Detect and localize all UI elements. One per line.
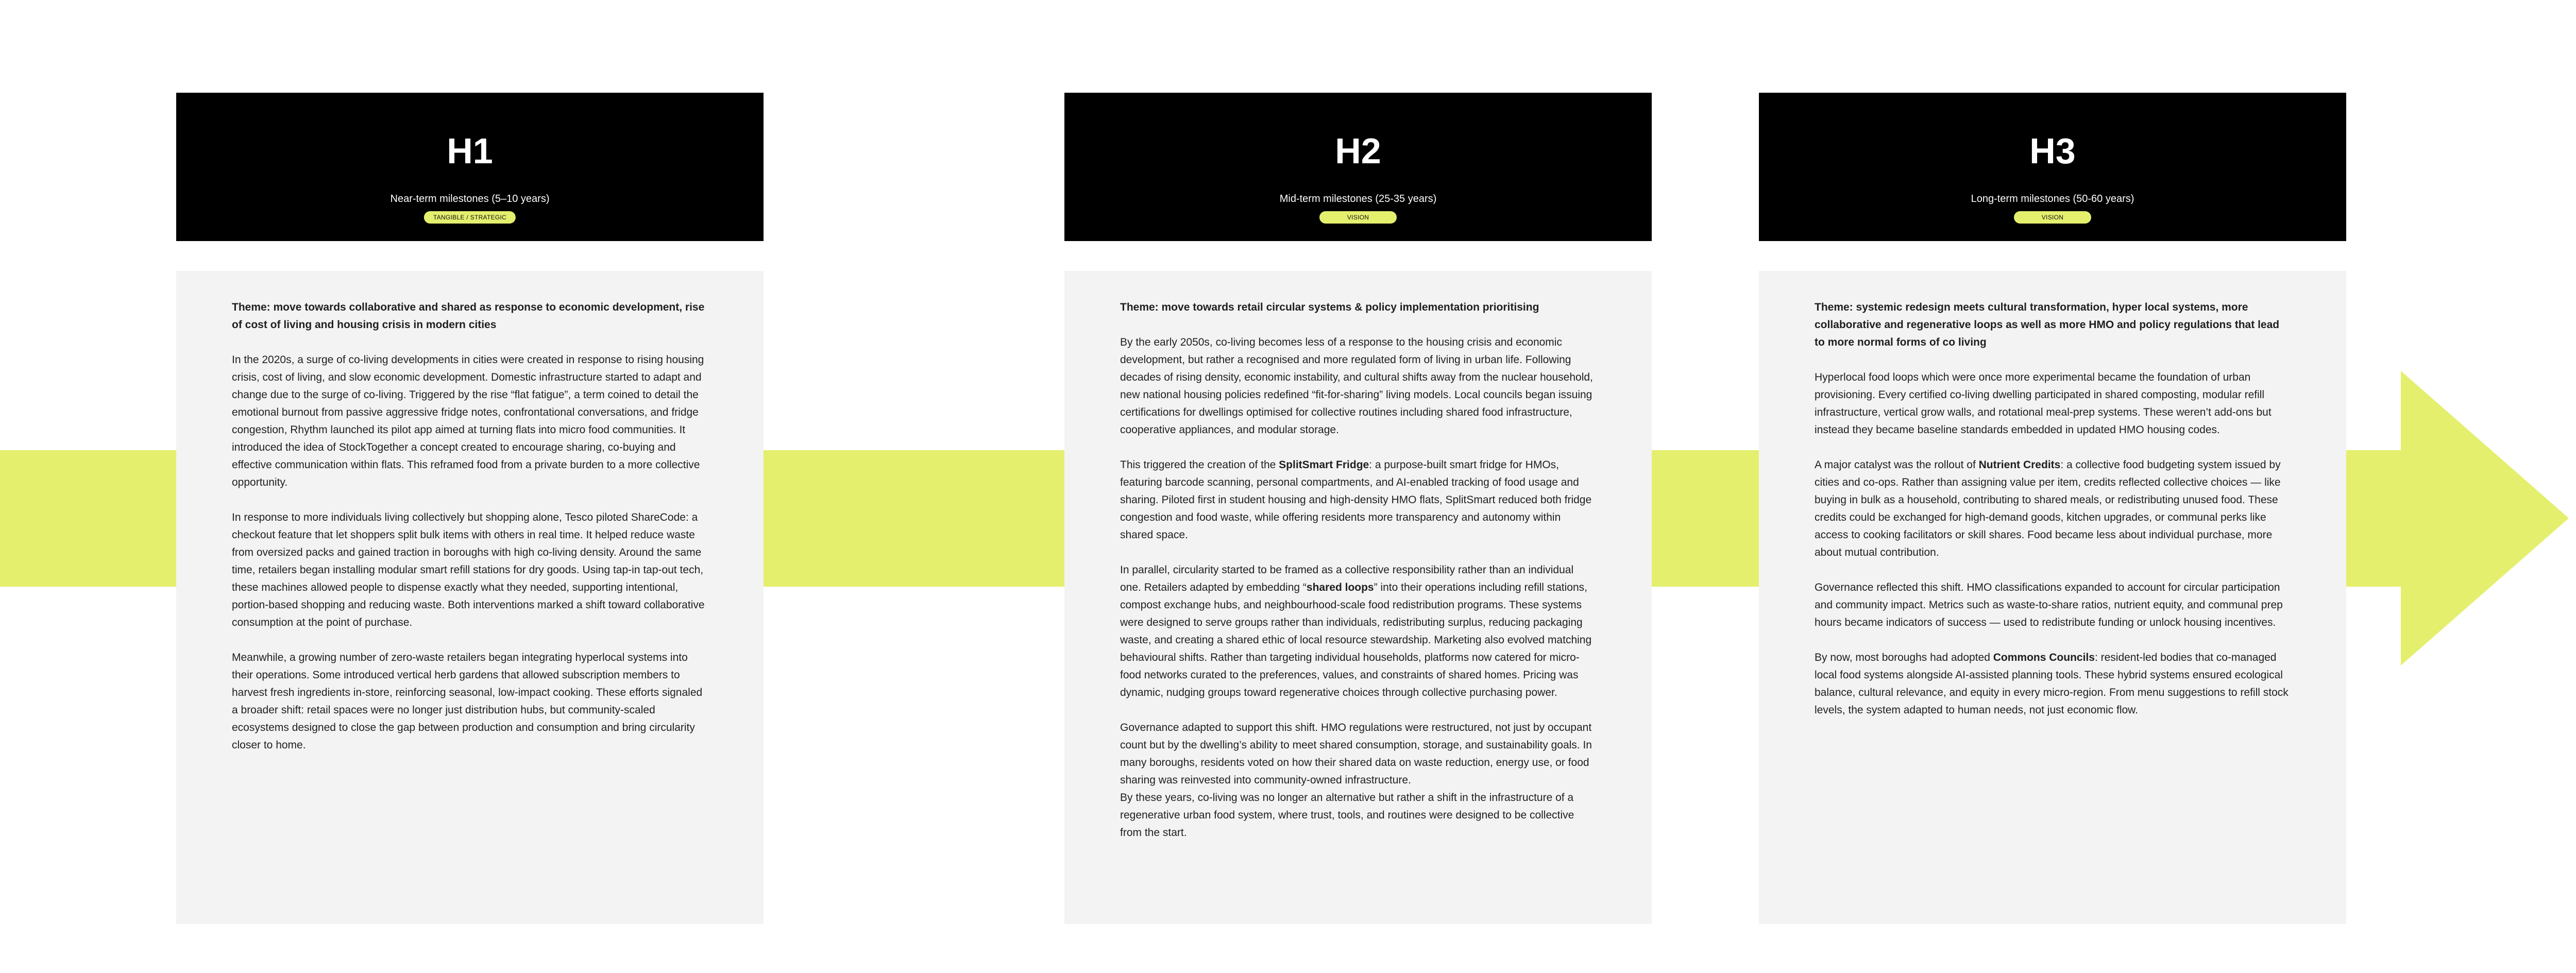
h2-theme: Theme: move towards retail circular systems & policy implementation prioritising: [1120, 301, 1539, 313]
h3-paragraph: Governance reflected this shift. HMO classifications expanded to account for circular participation and community impact. Metrics such as waste-to-share ratios, nutrient equity, and communal prep hours became indicators of success — used to redistribute funding or unlock housing incentives.: [1815, 582, 2283, 628]
h2-subtitle: Mid-term milestones (25-35 years): [1279, 193, 1437, 204]
h2-paragraph: By the early 2050s, co-living becomes less of a response to the housing crisis and economic development, but rather a recognised and more regulated form of living in urban life. Following decades of rising density, economic instability, and cultural shifts away from the nuclear household, new national housing policies redefined “fit-for-sharing” living models. Local councils began issuing certifications for dwellings optimised for collective routines including shared food infrastructure, cooperative appliances, and modular storage.: [1120, 336, 1593, 436]
h1-paragraph: In response to more individuals living collectively but shopping alone, Tesco piloted ShareCode: a checkout feature that let shoppers split bulk items with others in real time. It helped reduce waste from oversized packs and gained traction in boroughs with high co-living density. Around the same time, retailers began installing modular smart refill stations for dry goods. Using tap-in tap-out tech, these machines allowed people to dispense exactly what they needed, supporting intentional, portion-based shopping and reducing waste. Both interventions marked a shift toward collaborative consumption at the point of purchase.: [232, 511, 705, 628]
h1-theme: Theme: move towards collaborative and shared as response to economic development, rise of cost of living and housing crisis in modern cities: [232, 301, 705, 331]
h3-title: H3: [2029, 131, 2076, 171]
h2-paragraph: By these years, co-living was no longer an alternative but rather a shift in the infrastructure of a regenerative urban food system, where trust, tools, and routines were designed to be collective from the start.: [1120, 792, 1574, 839]
shared-loops-term: shared loops: [1306, 582, 1374, 593]
h2-header: [1064, 93, 1652, 241]
h3-panel: [1759, 271, 2346, 924]
h2-paragraph: Governance adapted to support this shift. HMO regulations were restructured, not just by occupant count but by the dwelling’s ability to meet shared consumption, storage, and sustainability goals. In many boroughs, residents voted on how their shared data on waste reduction, energy use, or food sharing was reinvested into community-owned infrastructure.: [1120, 722, 1592, 786]
h3-theme: Theme: systemic redesign meets cultural transformation, hyper local systems, more collaborative and regenerative loops as well as more HMO and policy regulations that lead to more normal forms of co living: [1815, 301, 2280, 348]
h3-paragraph: By now, most boroughs had adopted Commons Councils: resident-led bodies that co-managed local food systems alongside AI-assisted planning tools. These hybrid systems ensured ecological balance, cultural relevance, and equity in every micro-region. From menu suggestions to refill stock levels, the system adapted to human needs, not just economic flow.: [1815, 652, 2289, 716]
h1-paragraph: In the 2020s, a surge of co-living developments in cities were created in response to rising housing crisis, cost of living, and slow economic development. Domestic infrastructure started to adapt and change due to the surge of co-living. Triggered by the rise “flat fatigue”, a term coined to detail the emotional burnout from passive aggressive fridge notes, confrontational conversations, and fridge congestion, Rhythm launched its pilot app aimed at turning flats into micro food communities. It introduced the idea of StockTogether a concept created to encourage sharing, co-buying and effective communication within flats. This reframed food from a private burden to a more collective opportunity.: [232, 354, 704, 488]
h1-pill: TANGIBLE / STRATEGIC: [424, 211, 516, 224]
h1-panel: [176, 271, 764, 924]
h2-panel: [1064, 271, 1652, 924]
h3-subtitle: Long-term milestones (50-60 years): [1971, 193, 2134, 204]
h1-header: [176, 93, 764, 241]
h2-paragraph: In parallel, circularity started to be framed as a collective responsibility rather than an individual one. Retailers adapted by embedding “shared loops” into their operations including refill stations, compost exchange hubs, and neighbourhood-scale food redistribution programs. These systems were designed to serve groups rather than individuals, redistributing surplus, reducing packaging waste, and creating a shared ethic of local resource stewardship. Marketing also evolved matching behavioural shifts. Rather than targeting individual households, platforms now catered for micro-food networks curated to the preferences, values, and constraints of shared homes. Pricing was dynamic, nudging groups toward regenerative choices through collective purchasing power.: [1120, 564, 1592, 698]
h2-pill: VISION: [1319, 211, 1397, 224]
h3-header: [1759, 93, 2346, 241]
splitsmart-fridge-term: SplitSmart Fridge: [1279, 459, 1369, 471]
nutrient-credits-term: Nutrient Credits: [1978, 459, 2061, 471]
commons-councils-term: Commons Councils: [1993, 652, 2095, 663]
h1-subtitle: Near-term milestones (5–10 years): [390, 193, 550, 204]
timeline-arrow-head: [2401, 371, 2569, 665]
h2-paragraph: This triggered the creation of the SplitSmart Fridge: a purpose-built smart fridge for HMOs, featuring barcode scanning, personal compartments, and AI-enabled tracking of food usage and sharing. Piloted first in student housing and high-density HMO flats, SplitSmart reduced both fridge congestion and food waste, while offering residents more transparency and autonomy within shared space.: [1120, 459, 1592, 541]
h2-title: H2: [1335, 131, 1381, 171]
h1-title: H1: [447, 131, 493, 171]
h3-paragraph: A major catalyst was the rollout of Nutrient Credits: a collective food budgeting system issued by cities and co-ops. Rather than assigning value per item, credits reflected collective choices — like buying in bulk as a household, contributing to shared meals, or redistributing unused food. These credits could be exchanged for high-demand goods, kitchen upgrades, or communal perks like access to cooking facilitators or skill shares. Food became less about individual purchase, more about mutual contribution.: [1815, 459, 2281, 558]
h3-paragraph: Hyperlocal food loops which were once more experimental became the foundation of urban provisioning. Every certified co-living dwelling participated in shared composting, modular refill infrastructure, vertical grow walls, and rotational meal-prep systems. These weren’t add-ons but instead they became baseline standards embedded in updated HMO housing codes.: [1815, 371, 2272, 436]
h1-paragraph: Meanwhile, a growing number of zero-waste retailers began integrating hyperlocal systems into their operations. Some introduced vertical herb gardens that allowed subscription members to harvest fresh ingredients in-store, reinforcing seasonal, low-impact cooking. These efforts signaled a broader shift: retail spaces were no longer just distribution hubs, but community-scaled ecosystems designed to close the gap between production and consumption and bring circularity closer to home.: [232, 652, 703, 751]
h3-pill: VISION: [2014, 211, 2091, 224]
